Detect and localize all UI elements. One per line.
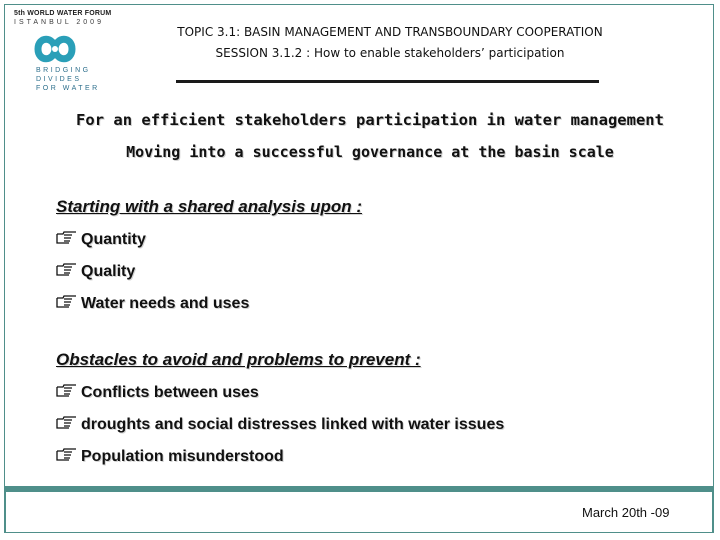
list-item: Water needs and uses [56, 295, 249, 313]
sub-heading: Moving into a successful governance at the basin scale [126, 143, 614, 161]
pointing-hand-icon [56, 263, 78, 277]
section-title-analysis: Starting with a shared analysis upon : [56, 197, 363, 216]
pointing-hand-icon [56, 416, 78, 430]
session-title: SESSION 3.1.2 : How to enable stakeholders’ participation [215, 46, 565, 60]
pointing-hand-icon [56, 448, 78, 462]
list-item: Conflicts between uses [56, 384, 259, 402]
list-item: Quality [56, 263, 135, 281]
footer-date: March 20th -09 [582, 505, 670, 520]
pointing-hand-icon [56, 231, 78, 245]
water-drop-logo-icon [32, 32, 78, 66]
list-item: Quantity [56, 231, 146, 249]
header-divider [176, 80, 599, 83]
logo-tagline: BRIDGING DIVIDES FOR WATER [36, 67, 100, 92]
pointing-hand-icon [56, 384, 78, 398]
pointing-hand-icon [56, 295, 78, 309]
list-item: Population misunderstood [56, 448, 284, 466]
main-heading: For an efficient stakeholders participation in water management [76, 111, 664, 129]
topic-title: TOPIC 3.1: BASIN MANAGEMENT AND TRANSBOUNDARY COOPERATION [177, 25, 603, 39]
forum-logo [14, 10, 144, 90]
logo-city-year: ISTANBUL 2009 [14, 19, 104, 26]
list-item: droughts and social distresses linked with water issues [56, 416, 504, 434]
logo-event: 5th WORLD WATER FORUM [14, 10, 112, 17]
section-title-obstacles: Obstacles to avoid and problems to prevent : [56, 350, 421, 369]
